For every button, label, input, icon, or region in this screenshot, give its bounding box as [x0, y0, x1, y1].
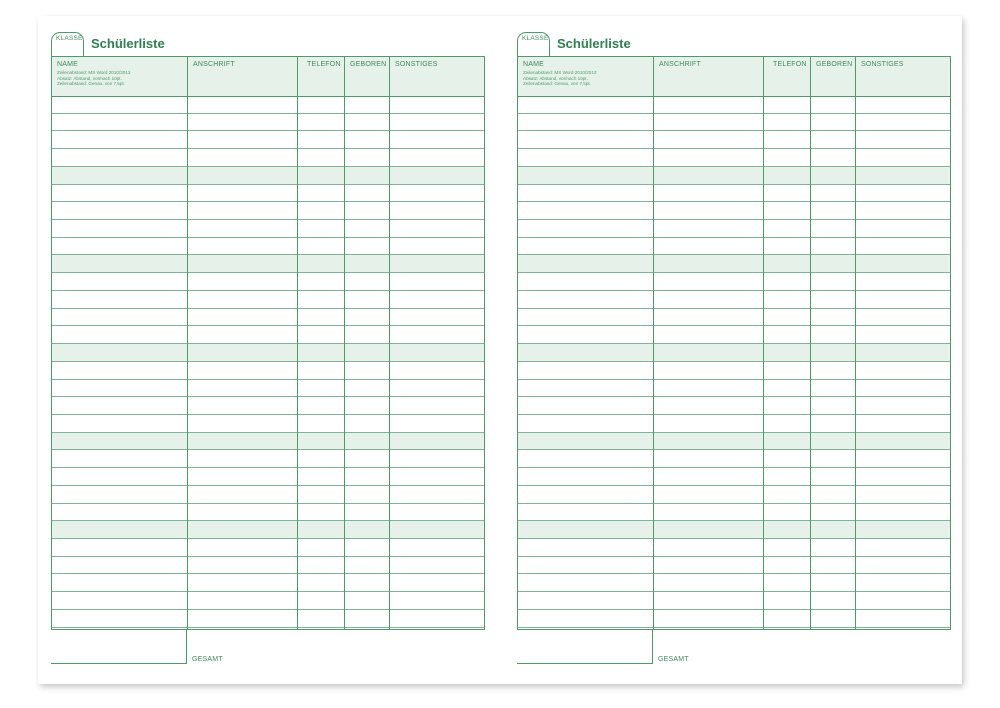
table-rows	[518, 96, 950, 628]
header-phone: TELEFON	[773, 61, 807, 68]
form-sheet	[38, 16, 962, 684]
class-tab	[51, 32, 84, 56]
table-row	[518, 415, 950, 433]
column-divider	[855, 57, 856, 629]
column-divider	[297, 57, 298, 629]
table-row	[52, 468, 484, 486]
column-divider	[389, 57, 390, 629]
column-divider	[344, 57, 345, 629]
header-born: GEBOREN	[816, 61, 853, 68]
table-row	[518, 433, 950, 451]
header-note: Absatz: Abstand, vor/nach 10pt.	[57, 75, 122, 81]
footer-total-line	[51, 663, 187, 664]
class-tab-label: KLASSE	[56, 35, 83, 42]
table-row	[52, 326, 484, 344]
table-row	[518, 486, 950, 504]
table-row	[518, 309, 950, 327]
page-right	[517, 16, 951, 684]
header-note: Zeilenabstand: MS Word 2010/2013	[57, 70, 131, 75]
student-table	[51, 56, 485, 630]
table-row	[518, 450, 950, 468]
table-row	[518, 167, 950, 185]
column-divider	[763, 57, 764, 629]
table-row	[518, 131, 950, 149]
table-row	[518, 273, 950, 291]
table-row	[52, 574, 484, 592]
table-row	[518, 185, 950, 203]
table-row	[52, 167, 484, 185]
header-address: ANSCHRIFT	[659, 61, 701, 68]
table-row	[52, 380, 484, 398]
header-name: NAME	[57, 61, 79, 68]
student-table	[517, 56, 951, 630]
header-note: Zeilenabstand: Genau, von 7,5pt.	[523, 81, 591, 86]
table-row	[52, 220, 484, 238]
table-row	[518, 220, 950, 238]
table-row	[52, 149, 484, 167]
table-row	[518, 326, 950, 344]
table-row	[52, 114, 484, 132]
table-row	[518, 557, 950, 575]
header-note: Zeilenabstand: Genau, von 7,5pt.	[57, 81, 125, 86]
table-row	[518, 238, 950, 256]
table-row	[518, 291, 950, 309]
table-row	[52, 273, 484, 291]
table-row	[52, 344, 484, 362]
table-row	[518, 362, 950, 380]
column-divider	[653, 57, 654, 629]
table-row	[52, 96, 484, 114]
page-title: Schülerliste	[557, 36, 631, 51]
table-row	[52, 309, 484, 327]
table-row	[52, 185, 484, 203]
table-row	[518, 344, 950, 362]
page-title: Schülerliste	[91, 36, 165, 51]
table-row	[518, 202, 950, 220]
footer-total-line	[517, 663, 653, 664]
footer-total-label: GESAMT	[658, 656, 689, 663]
header-born: GEBOREN	[350, 61, 387, 68]
table-rows	[52, 96, 484, 628]
table-row	[518, 504, 950, 522]
table-row	[518, 397, 950, 415]
class-tab-label: KLASSE	[522, 35, 549, 42]
table-row	[518, 539, 950, 557]
table-header	[52, 57, 484, 97]
table-row	[52, 131, 484, 149]
column-divider	[187, 57, 188, 629]
header-note: Absatz: Abstand, vor/nach 10pt.	[523, 75, 588, 81]
footer-divider	[186, 629, 187, 664]
header-address: ANSCHRIFT	[193, 61, 235, 68]
table-row	[52, 433, 484, 451]
table-row	[52, 539, 484, 557]
table-row	[518, 255, 950, 273]
table-row	[52, 610, 484, 628]
table-row	[518, 149, 950, 167]
table-row	[518, 96, 950, 114]
table-row	[52, 521, 484, 539]
table-header	[518, 57, 950, 97]
table-row	[52, 238, 484, 256]
table-row	[518, 114, 950, 132]
page-left	[51, 16, 485, 684]
table-row	[52, 557, 484, 575]
table-row	[52, 291, 484, 309]
table-row	[518, 468, 950, 486]
table-row	[52, 255, 484, 273]
table-row	[52, 504, 484, 522]
table-row	[52, 486, 484, 504]
table-row	[52, 397, 484, 415]
header-phone: TELEFON	[307, 61, 341, 68]
header-name: NAME	[523, 61, 545, 68]
table-row	[52, 362, 484, 380]
table-row	[52, 202, 484, 220]
table-row	[518, 610, 950, 628]
table-row	[518, 521, 950, 539]
table-row	[518, 380, 950, 398]
column-divider	[810, 57, 811, 629]
footer-total-label: GESAMT	[192, 656, 223, 663]
table-row	[518, 592, 950, 610]
class-tab	[517, 32, 550, 56]
header-misc: SONSTIGES	[395, 61, 438, 68]
table-row	[52, 415, 484, 433]
table-row	[52, 450, 484, 468]
table-row	[518, 574, 950, 592]
footer-divider	[652, 629, 653, 664]
table-row	[52, 592, 484, 610]
header-misc: SONSTIGES	[861, 61, 904, 68]
header-note: Zeilenabstand: MS Word 2010/2013	[523, 70, 597, 75]
